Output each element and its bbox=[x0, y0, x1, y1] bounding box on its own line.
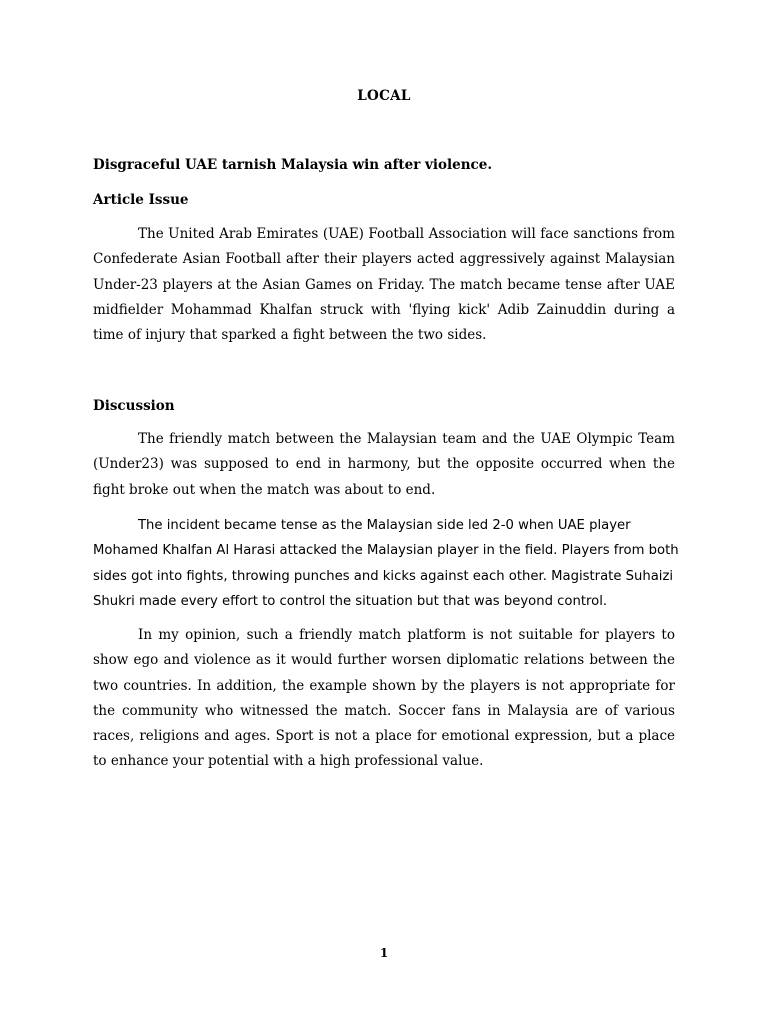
article-issue-paragraph: The United Arab Emirates (UAE) Football Association will face sanctions from Confederate Asian Football after their players acted aggressively against Malaysian Under-23 players at the Asian Games on Friday. The match became tense after UAE midfielder Mohammad Khalfan struck with 'flying kick' Adib Zainuddin during a time of injury that sparked a fight between the two sides. bbox=[93, 226, 675, 344]
discussion-paragraph-2: The incident became tense as the Malaysian side led 2-0 when UAE player Mohamed Khalfan Al Harasi attacked the Malaysian player in the field. Players from both sides got into fights, throwing punches and kicks against each other. Magistrate Suhaizi Shukri made every effort to control the situation but that was beyond control. bbox=[93, 518, 679, 609]
section-heading: LOCAL bbox=[357, 88, 411, 104]
article-issue-heading: Article Issue bbox=[93, 192, 189, 208]
page-number: 1 bbox=[379, 946, 389, 960]
article-title: Disgraceful UAE tarnish Malaysia win after violence. bbox=[93, 157, 493, 173]
discussion-heading: Discussion bbox=[93, 398, 175, 414]
discussion-paragraph-1: The friendly match between the Malaysian team and the UAE Olympic Team (Under23) was supposed to end in harmony, but the opposite occurred when the fight broke out when the match was about to end. bbox=[93, 431, 675, 498]
discussion-paragraph-3: In my opinion, such a friendly match platform is not suitable for players to show ego and violence as it would further worsen diplomatic relations between the two countries. In addition, the example shown by the players is not appropriate for the community who witnessed the match. Soccer fans in Malaysia are of various races, religions and ages. Sport is not a place for emotional expression, but a place to enhance your potential with a high professional value. bbox=[93, 627, 675, 770]
